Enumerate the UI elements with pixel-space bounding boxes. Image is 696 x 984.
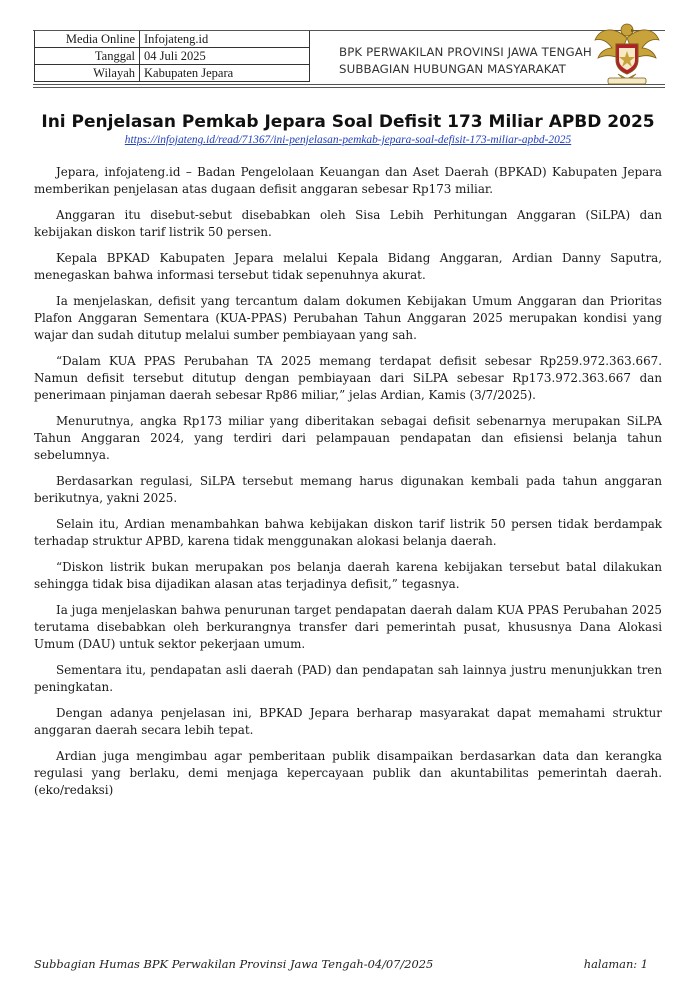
region-label: Wilayah (35, 65, 140, 82)
article-paragraph: Kepala BPKAD Kabupaten Jepara melalui Kepala Bidang Anggaran, Ardian Danny Saputra, menegaskan bahwa informasi tersebut tidak sepenuhnya akurat. (34, 251, 662, 282)
article-paragraph: Menurutnya, angka Rp173 miliar yang diberitakan sebagai defisit sebenarnya merupakan SiLPA Tahun Anggaran 2024, yang terdiri dari pelampauan pendapatan dan efisiensi belanja tahun sebelumnya. (34, 414, 662, 462)
article-body (34, 164, 662, 808)
header-top-rule (33, 30, 665, 31)
article-paragraph: Dengan adanya penjelasan ini, BPKAD Jepara berharap masyarakat dapat memahami struktur anggaran daerah secara lebih tepat. (34, 706, 662, 737)
footer-source: Subbagian Humas BPK Perwakilan Provinsi Jawa Tengah-04/07/2025 (34, 957, 434, 971)
header-bottom-rule-double (33, 87, 665, 88)
media-info-table (34, 30, 310, 82)
date-label: Tanggal (35, 48, 140, 65)
article-paragraph: Ia juga menjelaskan bahwa penurunan target pendapatan daerah dalam KUA PPAS Perubahan 2025 terutama disebabkan oleh berkurangnya transfer dari pemerintah pusat, khususnya Dana Alokasi Umum (DAU) untuk sektor pekerjaan umum. (34, 603, 662, 651)
org-name: BPK PERWAKILAN PROVINSI JAWA TENGAH (339, 45, 592, 59)
org-division: SUBBAGIAN HUBUNGAN MASYARAKAT (339, 62, 566, 76)
article-paragraph: Berdasarkan regulasi, SiLPA tersebut memang harus digunakan kembali pada tahun anggaran berikutnya, yakni 2025. (34, 474, 662, 505)
organization-heading (339, 44, 592, 78)
region-value: Kabupaten Jepara (140, 65, 310, 82)
article-paragraph: Selain itu, Ardian menambahkan bahwa kebijakan diskon tarif listrik 50 persen tidak berdampak terhadap struktur APBD, karena tidak menggunakan alokasi belanja daerah. (34, 517, 662, 548)
garuda-emblem-icon (592, 18, 662, 86)
media-label: Media Online (35, 31, 140, 48)
article-url-link[interactable]: https://infojateng.id/read/71367/ini-penjelasan-pemkab-jepara-soal-defisit-173-miliar-apbd-2025 (124, 134, 572, 146)
article-paragraph: Sementara itu, pendapatan asli daerah (PAD) dan pendapatan sah lainnya justru menunjukkan tren peningkatan. (34, 663, 662, 694)
region-info-row (35, 65, 310, 82)
article-title: Ini Penjelasan Pemkab Jepara Soal Defisit 173 Miliar APBD 2025 (41, 112, 655, 132)
article-paragraph: “Dalam KUA PPAS Perubahan TA 2025 memang terdapat defisit sebesar Rp259.972.363.667. Namun defisit tersebut ditutup dengan pembiayaan dari SiLPA sebesar Rp173.972.363.667 dan penerimaan pinjaman daerah sebesar Rp86 miliar,” jelas Ardian, Kamis (3/7/2025). (34, 354, 662, 402)
media-value: Infojateng.id (140, 31, 310, 48)
header-bottom-rule (33, 84, 665, 85)
page-footer (34, 957, 648, 971)
media-info-row (35, 31, 310, 48)
article-paragraph: Anggaran itu disebut-sebut disebabkan oleh Sisa Lebih Perhitungan Anggaran (SiLPA) dan kebijakan diskon tarif listrik 50 persen. (34, 208, 662, 239)
article-paragraph: Jepara, infojateng.id – Badan Pengelolaan Keuangan dan Aset Daerah (BPKAD) Kabupaten Jepara memberikan penjelasan atas dugaan defisit anggaran sebesar Rp173 miliar. (34, 165, 662, 196)
date-value: 04 Juli 2025 (140, 48, 310, 65)
article-paragraph: Ardian juga mengimbau agar pemberitaan publik disampaikan berdasarkan data dan kerangka regulasi yang berlaku, demi menjaga kepercayaan publik dan akuntabilitas pemerintah daerah. (eko/redaksi) (34, 749, 662, 797)
article-paragraph: “Diskon listrik bukan merupakan pos belanja daerah karena kebijakan tersebut batal dilakukan sehingga tidak bisa dijadikan alasan atas terjadinya defisit,” tegasnya. (34, 560, 662, 591)
date-info-row (35, 48, 310, 65)
article-paragraph: Ia menjelaskan, defisit yang tercantum dalam dokumen Kebijakan Umum Anggaran dan Prioritas Plafon Anggaran Sementara (KUA-PPAS) Perubahan Tahun Anggaran 2025 merupakan kondisi yang wajar dan sudah ditutup melalui sumber pembiayaan yang sah. (34, 294, 662, 342)
page-number: halaman: 1 (583, 957, 648, 971)
